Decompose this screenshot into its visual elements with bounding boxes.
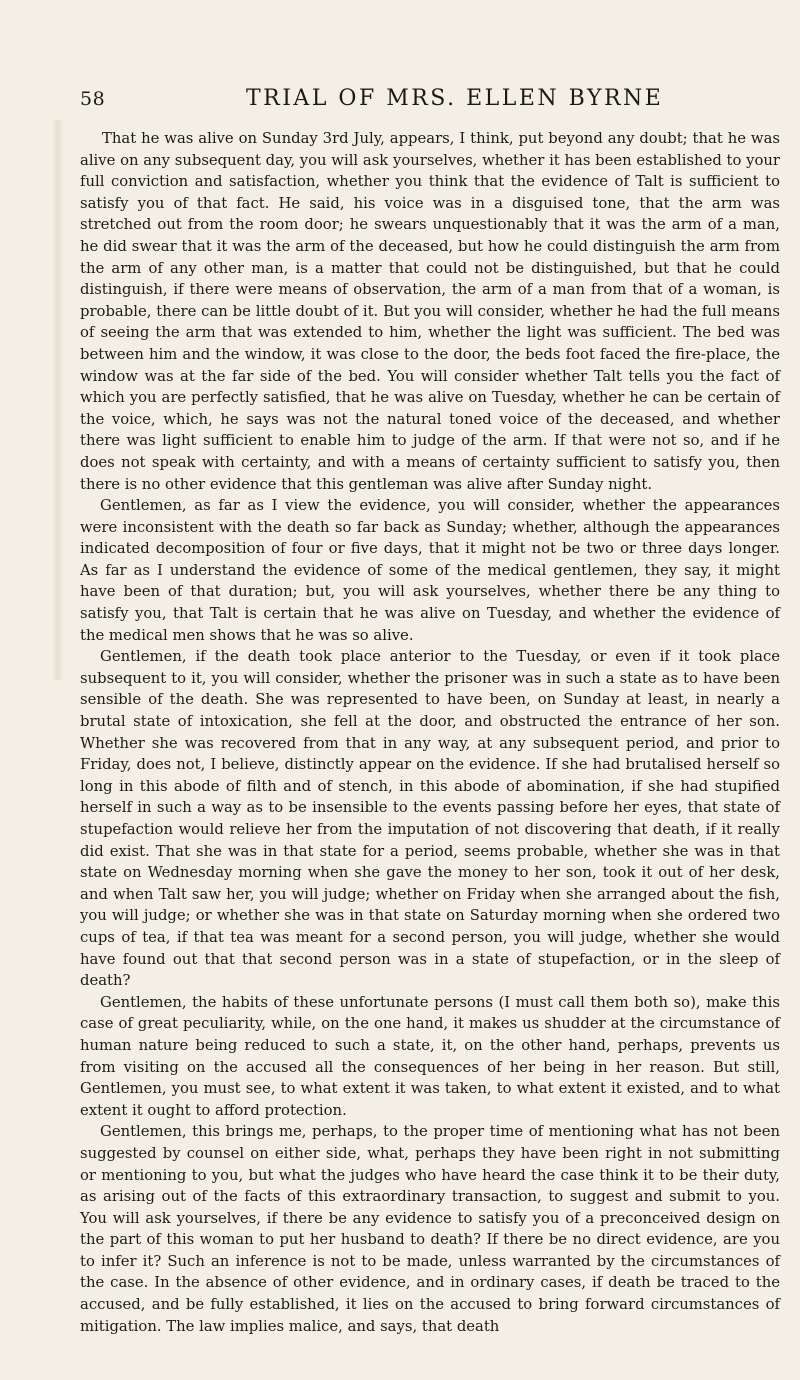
body-text bbox=[80, 128, 780, 1337]
gutter-shadow bbox=[52, 120, 64, 680]
page-number: 58 bbox=[80, 88, 106, 110]
running-title: TRIAL OF MRS. ELLEN BYRNE bbox=[246, 86, 664, 111]
paragraph: Gentlemen, if the death took place anterior to the Tuesday, or even if it took place subsequent to it, you will consider, whether the prisoner was in such a state as to have been sensible of the death. She was represented to have been, on Sunday at least, in nearly a brutal state of intoxication, she fell at the door, and obstructed the entrance of her son. Whether she was recovered from that in any way, at any subsequent period, and prior to Friday, does not, I believe, distinctly appear on the evidence. If she had brutalised herself so long in this abode of filth and of stench, in this abode of abomination, if she had stupified herself in such a way as to be insensible to the events passing before her eyes, that state of stupefaction would relieve her from the imputation of not discovering that death, if it really did exist. That she was in that state for a period, seems probable, whether she was in that state on Wednesday morning when she gave the money to her son, took it out of her desk, and when Talt saw her, you will judge; whether on Friday when she arranged about the fish, you will judge; or whether she was in that state on Saturday morning when she ordered two cups of tea, if that tea was meant for a second person, you will judge, whether she would have found out that that second person was in a state of stupefaction, or in the sleep of death? bbox=[80, 648, 780, 990]
paragraph: Gentlemen, the habits of these unfortunate persons (I must call them both so), make this case of great peculiarity, while, on the one hand, it makes us shudder at the circumstance of human nature being reduced to such a state, it, on the other hand, perhaps, prevents us from visiting on the accused all the consequences of her being in her reason. But still, Gentlemen, you must see, to what extent it was taken, to what extent it existed, and to what extent it ought to afford protection. bbox=[80, 993, 780, 1119]
page-header bbox=[78, 84, 778, 120]
paragraph: That he was alive on Sunday 3rd July, appears, I think, put beyond any doubt; that he was alive on any subsequent day, you will ask yourselves, whether it has been established to your full conviction and satisfaction, whether you think that the evidence of Talt is sufficient to satisfy you of that fact. He said, his voice was in a disguised tone, that the arm was stretched out from the room door; he swears unquestionably that it was the arm of a man, he did swear that it was the arm of the deceased, but how he could distinguish the arm from the arm of any other man, is a matter that could not be distinguished, but that he could distinguish, if there were means of observation, the arm of a man from that of a woman, is probable, there can be little doubt of it. But you will consider, whether he had the full means of seeing the arm that was extended to him, whether the light was sufficient. The bed was between him and the window, it was close to the door, the beds foot faced the fire-place, the window was at the far side of the bed. You will consider whether Talt tells you the fact of which you are perfectly satisfied, that he was alive on Tuesday, whether he can be certain of the voice, which, he says was not the natural toned voice of the deceased, and whether there was light sufficient to enable him to judge of the arm. If that were not so, and if he does not speak with certainty, and with a means of certainty sufficient to satisfy you, then there is no other evidence that this gentleman was alive after Sunday night. bbox=[80, 130, 780, 493]
paragraph: Gentlemen, this brings me, perhaps, to the proper time of mentioning what has not been suggested by counsel on either side, what, perhaps they have been right in not submitting or mentioning to you, but what the judges who have heard the case think it to be their duty, as arising out of the facts of this extraordinary transaction, to suggest and submit to you. You will ask yourselves, if there be any evidence to satisfy you of a preconceived design on the part of this woman to put her husband to death? If there be no direct evidence, are you to infer it? Such an inference is not to be made, unless warranted by the circumstances of the case. In the absence of other evidence, and in ordinary cases, if death be traced to the accused, and be fully established, it lies on the accused to bring forward circumstances of mitigation. The law implies malice, and says, that death bbox=[80, 1123, 780, 1335]
paragraph: Gentlemen, as far as I view the evidence, you will consider, whether the appearances were inconsistent with the death so far back as Sunday; whether, although the appearances indicated decomposition of four or five days, that it might not be two or three days longer. As far as I understand the evidence of some of the medical gentlemen, they say, it might have been of that duration; but, you will ask yourselves, whether there be any thing to satisfy you, that Talt is certain that he was alive on Tuesday, and whether the evidence of the medical men shows that he was so alive. bbox=[80, 497, 780, 644]
